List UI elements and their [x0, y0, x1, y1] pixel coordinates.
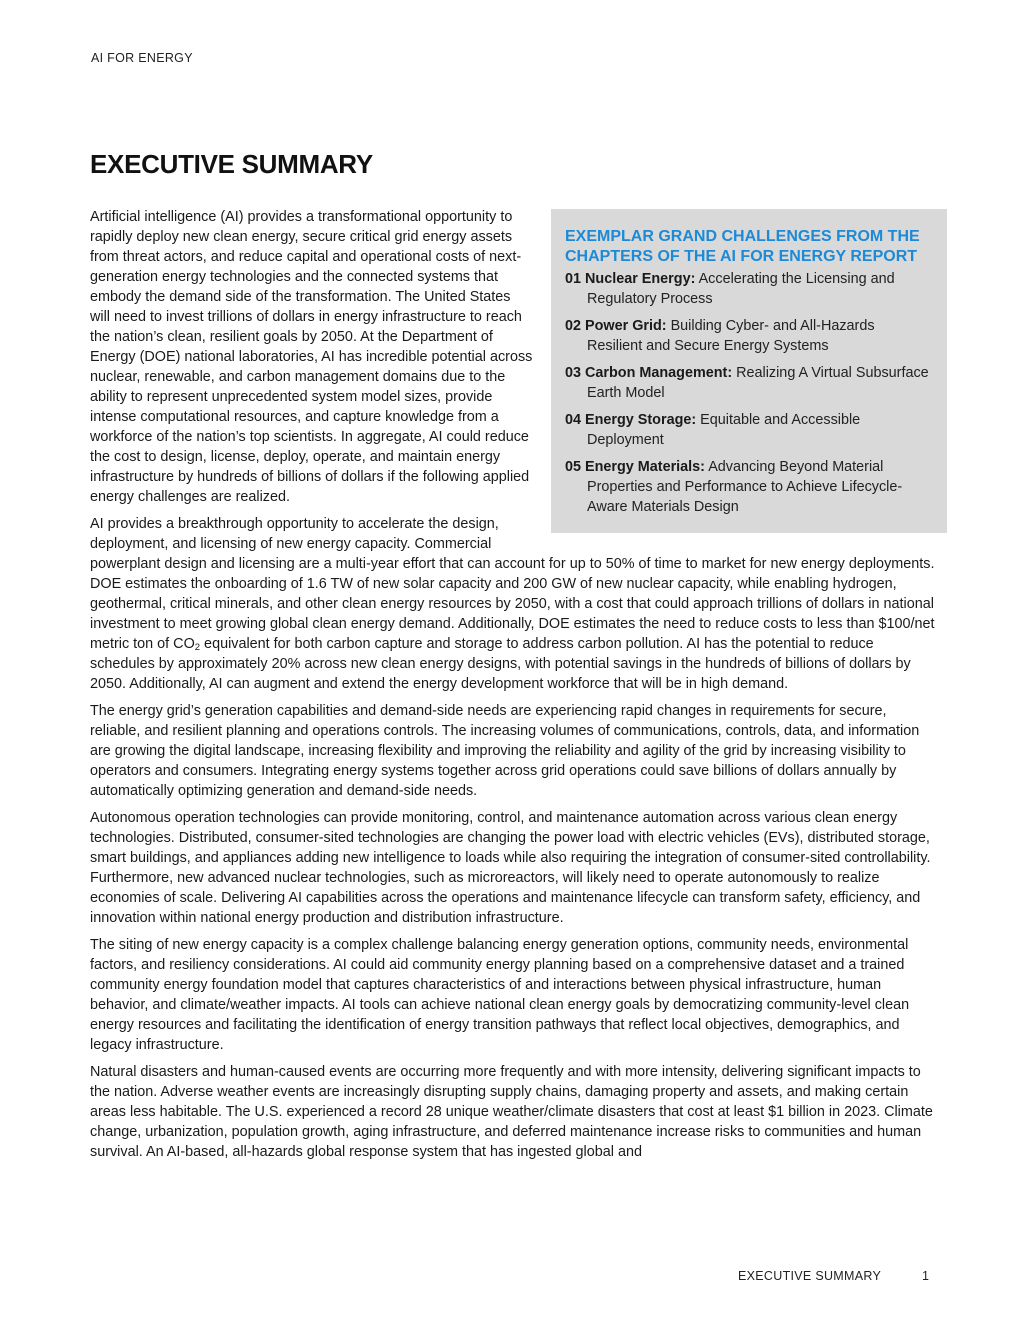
- paragraph-natural-disasters: Natural disasters and human-caused events are occurring more frequently and with more intensity, delivering significant impacts to the nation. Adverse weather events are increasingly disrupting supply chains, damaging property and assets, and making certain areas less habitable. The U.S. experienced a record 28 unique weather/climate disasters that cost at least $1 billion in 2023. Climate change, urbanization, population growth, aging infrastructure, and deferred maintenance increase risks to communities and human survival. An AI-based, all-hazards global response system that has ingested global and: [90, 1064, 933, 1160]
- footer-section-label: EXECUTIVE SUMMARY: [738, 1269, 882, 1283]
- challenge-text: Realizing A Virtual Subsurface Earth Model: [587, 365, 929, 401]
- challenge-list: [565, 269, 933, 517]
- page-title: EXECUTIVE SUMMARY: [90, 149, 373, 179]
- challenge-item-energy-materials: [565, 457, 933, 517]
- paragraph-intro: Artificial intelligence (AI) provides a transformational opportunity to rapidly deploy new clean energy, secure critical grid energy assets from threat actors, and reduce capital and operational costs of next-generation energy technologies and the connected systems that embody the demand side of the transformation. The United States will need to invest trillions of dollars in energy infrastructure to reach the nation’s clean, resilient goals by 2050. At the Department of Energy (DOE) national laboratories, AI has incredible potential across nuclear, renewable, and carbon management domains due to the ability to represent unprecedented system model sizes, provide intense computational resources, and capture knowledge from a workforce of the nation’s top scientists. In aggregate, AI could reduce the cost to design, license, deploy, operate, and maintain energy infrastructure by hundreds of billions of dollars if the following applied energy challenges are realized.: [90, 209, 533, 505]
- challenge-label: 03 Carbon Management:: [565, 365, 733, 381]
- challenge-item-power-grid: [565, 316, 933, 356]
- challenge-text: Equitable and Accessible Deployment: [587, 412, 861, 448]
- challenge-text: Building Cyber- and All-Hazards Resilient and Secure Energy Systems: [587, 318, 875, 354]
- challenge-label: 02 Power Grid:: [565, 318, 667, 334]
- paragraph-text: AI provides a breakthrough opportunity to accelerate the design, deployment, and licensing of new energy capacity. Commercial powerplant design and licensing are a multi-year effort that can account for up to 50% of time to market for new energy deployments. DOE estimates the onboarding of 1.6 TW of new solar capacity and 200 GW of new nuclear capacity, while enabling hydrogen, geothermal, critical minerals, and other clean energy resources by 2050, with a cost that could approach trillions of dollars in national investment to meet growing global clean energy demand. Additionally, DOE estimates the need to reduce costs to less than $100/net metric ton of CO: [90, 516, 935, 652]
- grand-challenges-callout: [551, 209, 947, 533]
- paragraph-energy-siting: The siting of new energy capacity is a complex challenge balancing energy generation options, community needs, environmental factors, and resiliency considerations. AI could aid community energy planning based on a comprehensive dataset and a trained community energy foundation model that captures characteristics of and interactions between physical infrastructure, human behavior, and climate/weather impacts. AI tools can achieve national clean energy goals by democratizing community-level clean energy resources and facilitating the identification of energy transition pathways that reflect local objectives, demographics, and legacy infrastructure.: [90, 937, 910, 1053]
- challenge-label: 04 Energy Storage:: [565, 412, 697, 428]
- challenge-item-carbon-management: [565, 363, 933, 403]
- challenge-label: 05 Energy Materials:: [565, 459, 705, 475]
- challenge-label: 01 Nuclear Energy:: [565, 271, 696, 287]
- paragraph-autonomous-operation: Autonomous operation technologies can provide monitoring, control, and maintenance automation across various clean energy technologies. Distributed, consumer-sited technologies are changing the power load with electric vehicles (EVs), distributed storage, smart buildings, and appliances adding new intelligence to loads while also requiring the integration of consumer-sited controllability. Furthermore, new advanced nuclear technologies, such as microreactors, will likely need to operate autonomously to realize economies of scale. Delivering AI capabilities across the operations and maintenance lifecycle can transform safety, efficiency, and innovation within national energy production and distribution infrastructure.: [90, 810, 931, 926]
- body-content: [90, 207, 935, 1169]
- challenge-text: Accelerating the Licensing and Regulatory Process: [587, 271, 895, 307]
- callout-title: EXEMPLAR GRAND CHALLENGES FROM THE CHAPTERS OF THE AI FOR ENERGY REPORT: [565, 228, 920, 265]
- page-number: 1: [922, 1269, 929, 1283]
- co2-subscript: 2: [194, 642, 201, 653]
- challenge-item-nuclear-energy: [565, 269, 933, 309]
- challenge-item-energy-storage: [565, 410, 933, 450]
- paragraph-text: equivalent for both carbon capture and storage to address carbon pollution. AI has the potential to reduce schedules by approximately 20% across new clean energy designs, with potential savings in the hundreds of billions of dollars by 2050. Additionally, AI can augment and extend the energy development workforce that will be in high demand.: [90, 636, 911, 692]
- running-header: AI FOR ENERGY: [91, 51, 193, 65]
- paragraph-design-licensing: [90, 514, 935, 694]
- paragraph-energy-grid: The energy grid’s generation capabilities and demand-side needs are experiencing rapid changes in requirements for secure, reliable, and resilient planning and operations controls. The increasing volumes of communications, controls, data, and information are growing the digital landscape, increasing flexibility and improving the reliability and agility of the grid by increasing visibility to operators and consumers. Integrating energy systems together across grid operations could save billions of dollars annually by automatically optimizing generation and demand-side needs.: [90, 703, 920, 799]
- challenge-text: Advancing Beyond Material Properties and Performance to Achieve Lifecycle-Aware Materials Design: [587, 459, 903, 515]
